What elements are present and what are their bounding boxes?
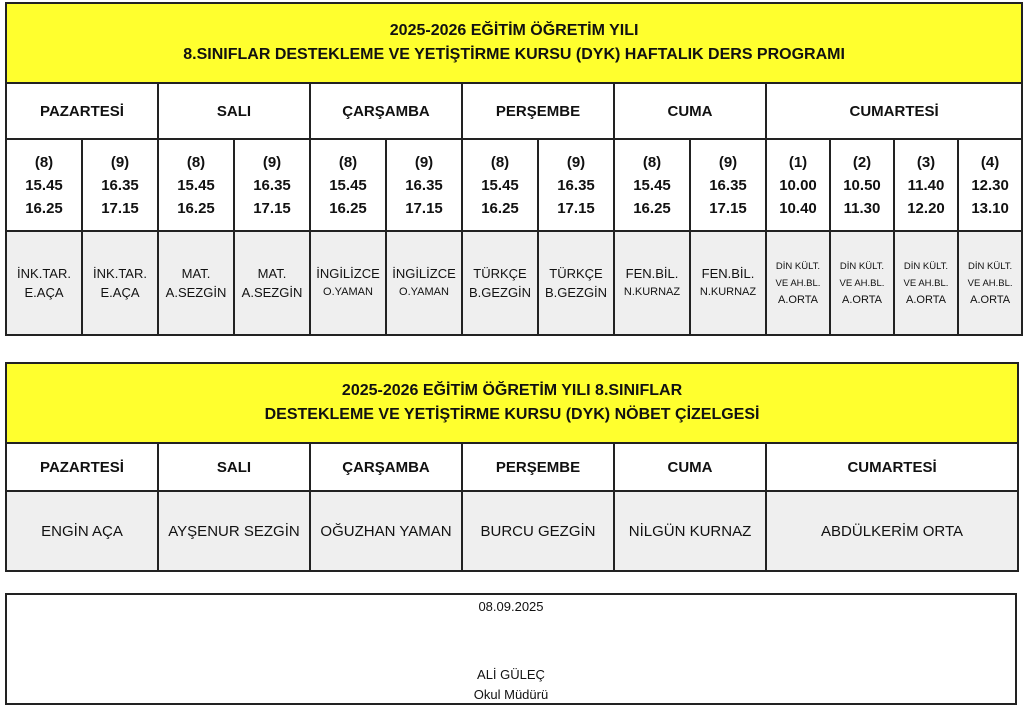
lesson-name: DİN KÜLT. (903, 260, 949, 272)
period-label: (9) (262, 153, 282, 171)
lesson-cell (538, 231, 614, 335)
teacher-name: B.GEZGİN (544, 285, 608, 300)
lesson-name: MAT. (181, 266, 211, 281)
duty-title (6, 363, 1018, 443)
principal-name: ALİ GÜLEÇ (477, 667, 545, 682)
teacher-name: E.AÇA (24, 285, 64, 300)
time-slot (82, 139, 158, 231)
duty-schedule-table (5, 362, 1019, 572)
lesson-name: TÜRKÇE (549, 266, 603, 281)
teacher-name: N.KURNAZ (699, 286, 757, 298)
period-label: (9) (414, 153, 434, 171)
lesson-cell (234, 231, 310, 335)
lesson-cell (830, 231, 894, 335)
lesson-name-continued: VE AH.BL. (775, 277, 821, 289)
period-label: (1) (788, 153, 808, 171)
lesson-cell (894, 231, 958, 335)
day-header: ÇARŞAMBA (310, 83, 462, 139)
end-time: 10.40 (779, 199, 817, 217)
start-time: 16.35 (557, 176, 595, 194)
lesson-cell (462, 231, 538, 335)
lesson-name: DİN KÜLT. (775, 260, 821, 272)
end-time: 17.15 (557, 199, 595, 217)
start-time: 10.00 (779, 176, 817, 194)
lesson-name: FEN.BİL. (625, 266, 679, 281)
start-time: 15.45 (329, 176, 367, 194)
start-time: 16.35 (709, 176, 747, 194)
duty-day-header: CUMARTESİ (766, 443, 1018, 491)
time-slot (830, 139, 894, 231)
lesson-cell (766, 231, 830, 335)
teacher-name: E.AÇA (100, 285, 140, 300)
lesson-name: DİN KÜLT. (839, 260, 885, 272)
period-label: (3) (916, 153, 936, 171)
lesson-cell (690, 231, 766, 335)
lesson-cell (82, 231, 158, 335)
day-header: CUMA (614, 83, 766, 139)
period-label: (8) (186, 153, 206, 171)
time-slot (310, 139, 386, 231)
start-time: 12.30 (971, 176, 1009, 194)
lesson-name: MAT. (257, 266, 287, 281)
duty-teacher: ABDÜLKERİM ORTA (766, 491, 1018, 571)
end-time: 16.25 (177, 199, 215, 217)
teacher-name: A.ORTA (842, 293, 882, 306)
duty-teacher: OĞUZHAN YAMAN (310, 491, 462, 571)
time-slot (386, 139, 462, 231)
program-title-line1: 2025-2026 EĞİTİM ÖĞRETİM YILI (389, 22, 639, 39)
end-time: 13.10 (971, 199, 1009, 217)
start-time: 11.40 (907, 176, 945, 194)
lesson-name: İNK.TAR. (17, 266, 71, 281)
duty-day-header: ÇARŞAMBA (310, 443, 462, 491)
teacher-name: A.ORTA (778, 293, 818, 306)
end-time: 11.30 (843, 199, 881, 217)
end-time: 17.15 (709, 199, 747, 217)
period-label: (8) (490, 153, 510, 171)
teacher-name: N.KURNAZ (623, 286, 681, 298)
period-label: (8) (642, 153, 662, 171)
lesson-name: FEN.BİL. (701, 266, 755, 281)
duty-teacher: AYŞENUR SEZGİN (158, 491, 310, 571)
period-label: (9) (718, 153, 738, 171)
period-label: (2) (852, 153, 872, 171)
duty-teacher: BURCU GEZGİN (462, 491, 614, 571)
weekly-program (5, 2, 1018, 336)
start-time: 15.45 (177, 176, 215, 194)
lesson-name-continued: VE AH.BL. (839, 277, 885, 289)
end-time: 17.15 (405, 199, 443, 217)
teacher-name: A.SEZGİN (165, 285, 227, 300)
duty-teacher: ENGİN AÇA (6, 491, 158, 571)
time-slot (6, 139, 82, 231)
start-time: 16.35 (405, 176, 443, 194)
day-header: PAZARTESİ (6, 83, 158, 139)
weekly-program-table (5, 2, 1023, 336)
time-slot (462, 139, 538, 231)
time-slot (894, 139, 958, 231)
lesson-name-continued: VE AH.BL. (903, 277, 949, 289)
duty-title-line2: DESTEKLEME VE YETİŞTİRME KURSU (DYK) NÖBET ÇİZELGESİ (264, 406, 760, 423)
end-time: 16.25 (633, 199, 671, 217)
lesson-cell (958, 231, 1022, 335)
start-time: 10.50 (843, 176, 881, 194)
document-date: 08.09.2025 (478, 599, 544, 614)
start-time: 15.45 (25, 176, 63, 194)
duty-day-header: PERŞEMBE (462, 443, 614, 491)
day-header: CUMARTESİ (766, 83, 1022, 139)
period-label: (9) (110, 153, 130, 171)
lesson-name-continued: VE AH.BL. (967, 277, 1013, 289)
start-time: 15.45 (633, 176, 671, 194)
start-time: 16.35 (253, 176, 291, 194)
period-label: (8) (338, 153, 358, 171)
lesson-cell (158, 231, 234, 335)
program-title (6, 3, 1022, 83)
period-label: (4) (980, 153, 1000, 171)
teacher-name: B.GEZGİN (468, 285, 532, 300)
lesson-cell (614, 231, 690, 335)
duty-teacher: NİLGÜN KURNAZ (614, 491, 766, 571)
lesson-cell (310, 231, 386, 335)
lesson-cell (6, 231, 82, 335)
duty-day-header: CUMA (614, 443, 766, 491)
teacher-name: A.ORTA (906, 293, 946, 306)
lesson-name: DİN KÜLT. (968, 260, 1013, 272)
duty-title-line1: 2025-2026 EĞİTİM ÖĞRETİM YILI 8.SINIFLAR (341, 382, 683, 399)
period-label: (8) (34, 153, 54, 171)
lesson-name: İNK.TAR. (93, 266, 147, 281)
end-time: 16.25 (25, 199, 63, 217)
teacher-name: A.SEZGİN (241, 285, 303, 300)
lesson-name: İNGİLİZCE (392, 266, 456, 281)
program-title-line2: 8.SINIFLAR DESTEKLEME VE YETİŞTİRME KURSU (DYK) HAFTALIK DERS PROGRAMI (183, 46, 845, 63)
time-slot (234, 139, 310, 231)
period-label: (9) (566, 153, 586, 171)
end-time: 16.25 (481, 199, 519, 217)
end-time: 17.15 (101, 199, 139, 217)
time-slot (614, 139, 690, 231)
end-time: 16.25 (329, 199, 367, 217)
duty-day-header: PAZARTESİ (6, 443, 158, 491)
teacher-name: O.YAMAN (323, 286, 373, 298)
start-time: 15.45 (481, 176, 519, 194)
end-time: 12.20 (907, 199, 945, 217)
duty-schedule (5, 362, 1018, 572)
day-header: PERŞEMBE (462, 83, 614, 139)
teacher-name: O.YAMAN (399, 286, 449, 298)
time-slot (958, 139, 1022, 231)
time-slot (158, 139, 234, 231)
time-slot (766, 139, 830, 231)
time-slot (690, 139, 766, 231)
end-time: 17.15 (253, 199, 291, 217)
time-slot (538, 139, 614, 231)
lesson-name: TÜRKÇE (473, 266, 527, 281)
principal-title: Okul Müdürü (473, 687, 549, 702)
lesson-cell (386, 231, 462, 335)
lesson-name: İNGİLİZCE (316, 266, 380, 281)
day-header: SALI (158, 83, 310, 139)
duty-day-header: SALI (158, 443, 310, 491)
teacher-name: A.ORTA (970, 293, 1011, 306)
signature-box (5, 593, 1017, 705)
start-time: 16.35 (101, 176, 139, 194)
